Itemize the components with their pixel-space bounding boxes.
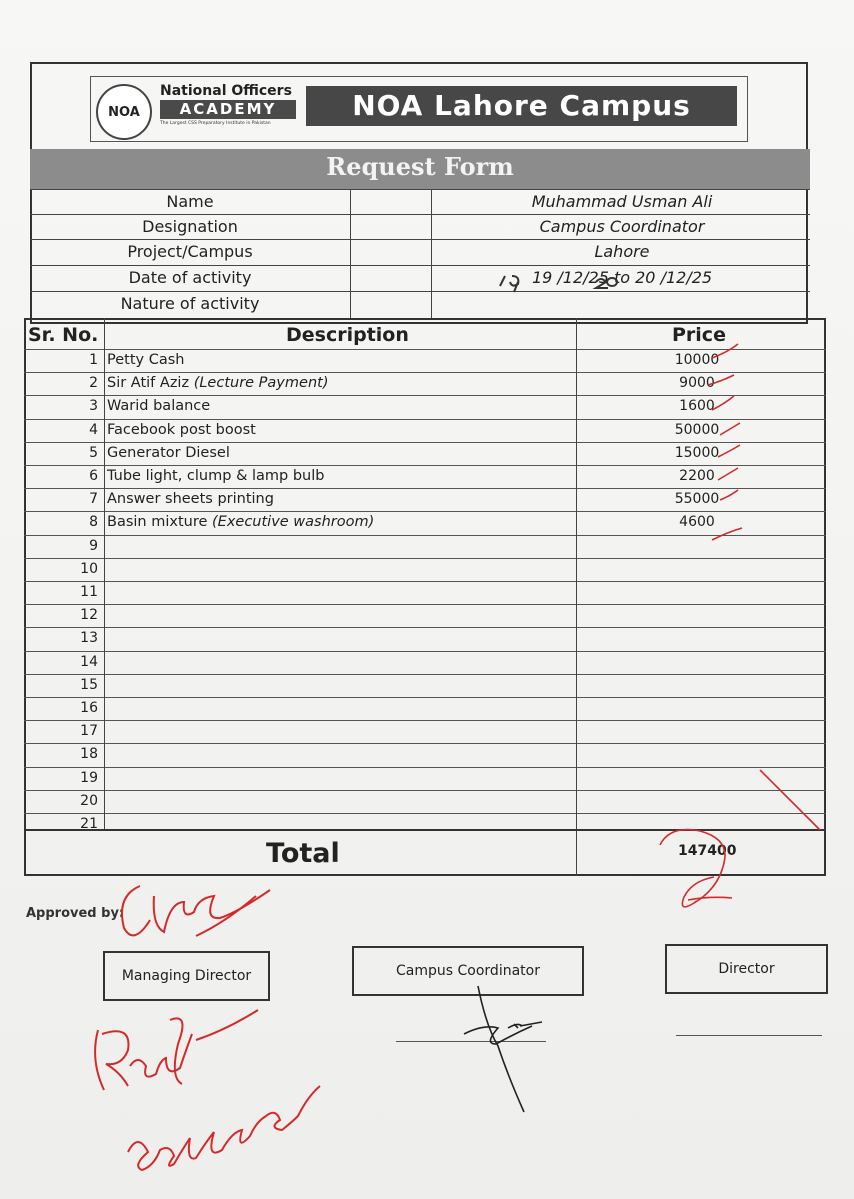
row-description (107, 465, 324, 487)
row-price: 10000 (674, 352, 720, 368)
row-description-text: Warid balance (107, 398, 211, 414)
table-row (24, 790, 826, 813)
info-label: Date of activity (128, 268, 252, 287)
table-row (24, 697, 826, 720)
header-description: Description (286, 324, 409, 346)
row-price: 15000 (674, 445, 720, 461)
row-description (107, 395, 210, 417)
info-row (30, 189, 810, 215)
table-row (24, 767, 826, 790)
campus-coordinator-label: Campus Coordinator (396, 963, 540, 979)
form-title: Request Form (30, 149, 810, 190)
campus-coordinator-box (352, 946, 584, 996)
info-row (30, 214, 810, 240)
director-box (665, 944, 828, 994)
academy-tagline: The Largest CSS Preparatory Institute in Pakistan (160, 121, 271, 126)
table-row (24, 535, 826, 558)
table-row (24, 743, 826, 766)
academy-seal-icon (96, 84, 152, 140)
row-description-text: Petty Cash (107, 352, 185, 368)
row-description (107, 349, 184, 371)
row-description (107, 442, 230, 464)
info-divider-left (350, 190, 351, 318)
row-price: 9000 (679, 375, 715, 391)
row-sr-no: 18 (80, 746, 98, 762)
col-divider-sr (104, 318, 105, 830)
row-description-text: Sir Atif Aziz (107, 375, 194, 391)
director-label: Director (718, 961, 775, 977)
row-description-text: Generator Diesel (107, 445, 230, 461)
row-price: 4600 (679, 514, 715, 530)
row-sr-no: 5 (89, 445, 98, 461)
managing-director-box (103, 951, 270, 1001)
row-price: 1600 (679, 398, 715, 414)
row-description (107, 511, 374, 533)
row-description-note: (Executive washroom) (212, 514, 375, 530)
row-sr-no: 10 (80, 561, 98, 577)
row-sr-no: 6 (89, 468, 98, 484)
org-name: National Officers (160, 83, 292, 99)
row-description-text: Facebook post boost (107, 422, 256, 438)
col-divider-price (576, 318, 577, 876)
row-sr-no: 3 (89, 398, 98, 414)
info-label: Project/Campus (127, 242, 253, 261)
row-sr-no: 16 (80, 700, 98, 716)
table-row (24, 604, 826, 627)
row-sr-no: 7 (89, 491, 98, 507)
row-sr-no: 20 (80, 793, 98, 809)
info-row (30, 239, 810, 265)
info-value: Lahore (594, 242, 650, 261)
row-description (107, 419, 256, 441)
row-sr-no: 21 (80, 816, 98, 832)
info-value: Muhammad Usman Ali (531, 192, 713, 211)
coordinator-sign-line (396, 1041, 546, 1042)
info-divider-right (431, 190, 432, 318)
row-price: 55000 (674, 491, 720, 507)
info-label: Name (166, 192, 214, 211)
header-sr-no: Sr. No. (28, 324, 99, 346)
row-sr-no: 11 (80, 584, 98, 600)
row-sr-no: 15 (80, 677, 98, 693)
table-row (24, 651, 826, 674)
info-row (30, 291, 810, 317)
table-row (24, 581, 826, 604)
seal-text: NOA (108, 104, 140, 120)
campus-title: NOA Lahore Campus (306, 86, 737, 126)
row-price: 50000 (674, 422, 720, 438)
row-sr-no: 8 (89, 514, 98, 530)
info-value: Campus Coordinator (539, 217, 705, 236)
row-description-text: Answer sheets printing (107, 491, 274, 507)
director-sign-line (676, 1035, 822, 1036)
row-sr-no: 2 (89, 375, 98, 391)
total-value: 147400 (678, 843, 737, 859)
row-price: 2200 (679, 468, 715, 484)
header-price: Price (672, 324, 726, 346)
row-sr-no: 12 (80, 607, 98, 623)
row-sr-no: 19 (80, 770, 98, 786)
row-sr-no: 17 (80, 723, 98, 739)
table-row (24, 627, 826, 650)
info-label: Nature of activity (120, 294, 260, 313)
table-row (24, 558, 826, 581)
info-row (30, 265, 810, 291)
row-sr-no: 1 (89, 352, 98, 368)
approved-by-label: Approved by: (26, 906, 125, 921)
row-sr-no: 13 (80, 630, 98, 646)
managing-director-label: Managing Director (121, 968, 252, 984)
table-row (24, 720, 826, 743)
row-description (107, 488, 274, 510)
row-sr-no: 14 (80, 654, 98, 670)
table-row (24, 674, 826, 697)
info-value: 19 /12/25 to 20 /12/25 (531, 268, 713, 287)
row-sr-no: 4 (89, 422, 98, 438)
row-description (107, 372, 328, 394)
row-description-text: Basin mixture (107, 514, 212, 530)
info-label: Designation (142, 217, 238, 236)
total-label: Total (266, 838, 340, 869)
row-sr-no: 9 (89, 538, 98, 554)
row-description-note: (Lecture Payment) (193, 375, 329, 391)
academy-label: ACADEMY (160, 100, 296, 119)
row-description-text: Tube light, clump & lamp bulb (107, 468, 325, 484)
